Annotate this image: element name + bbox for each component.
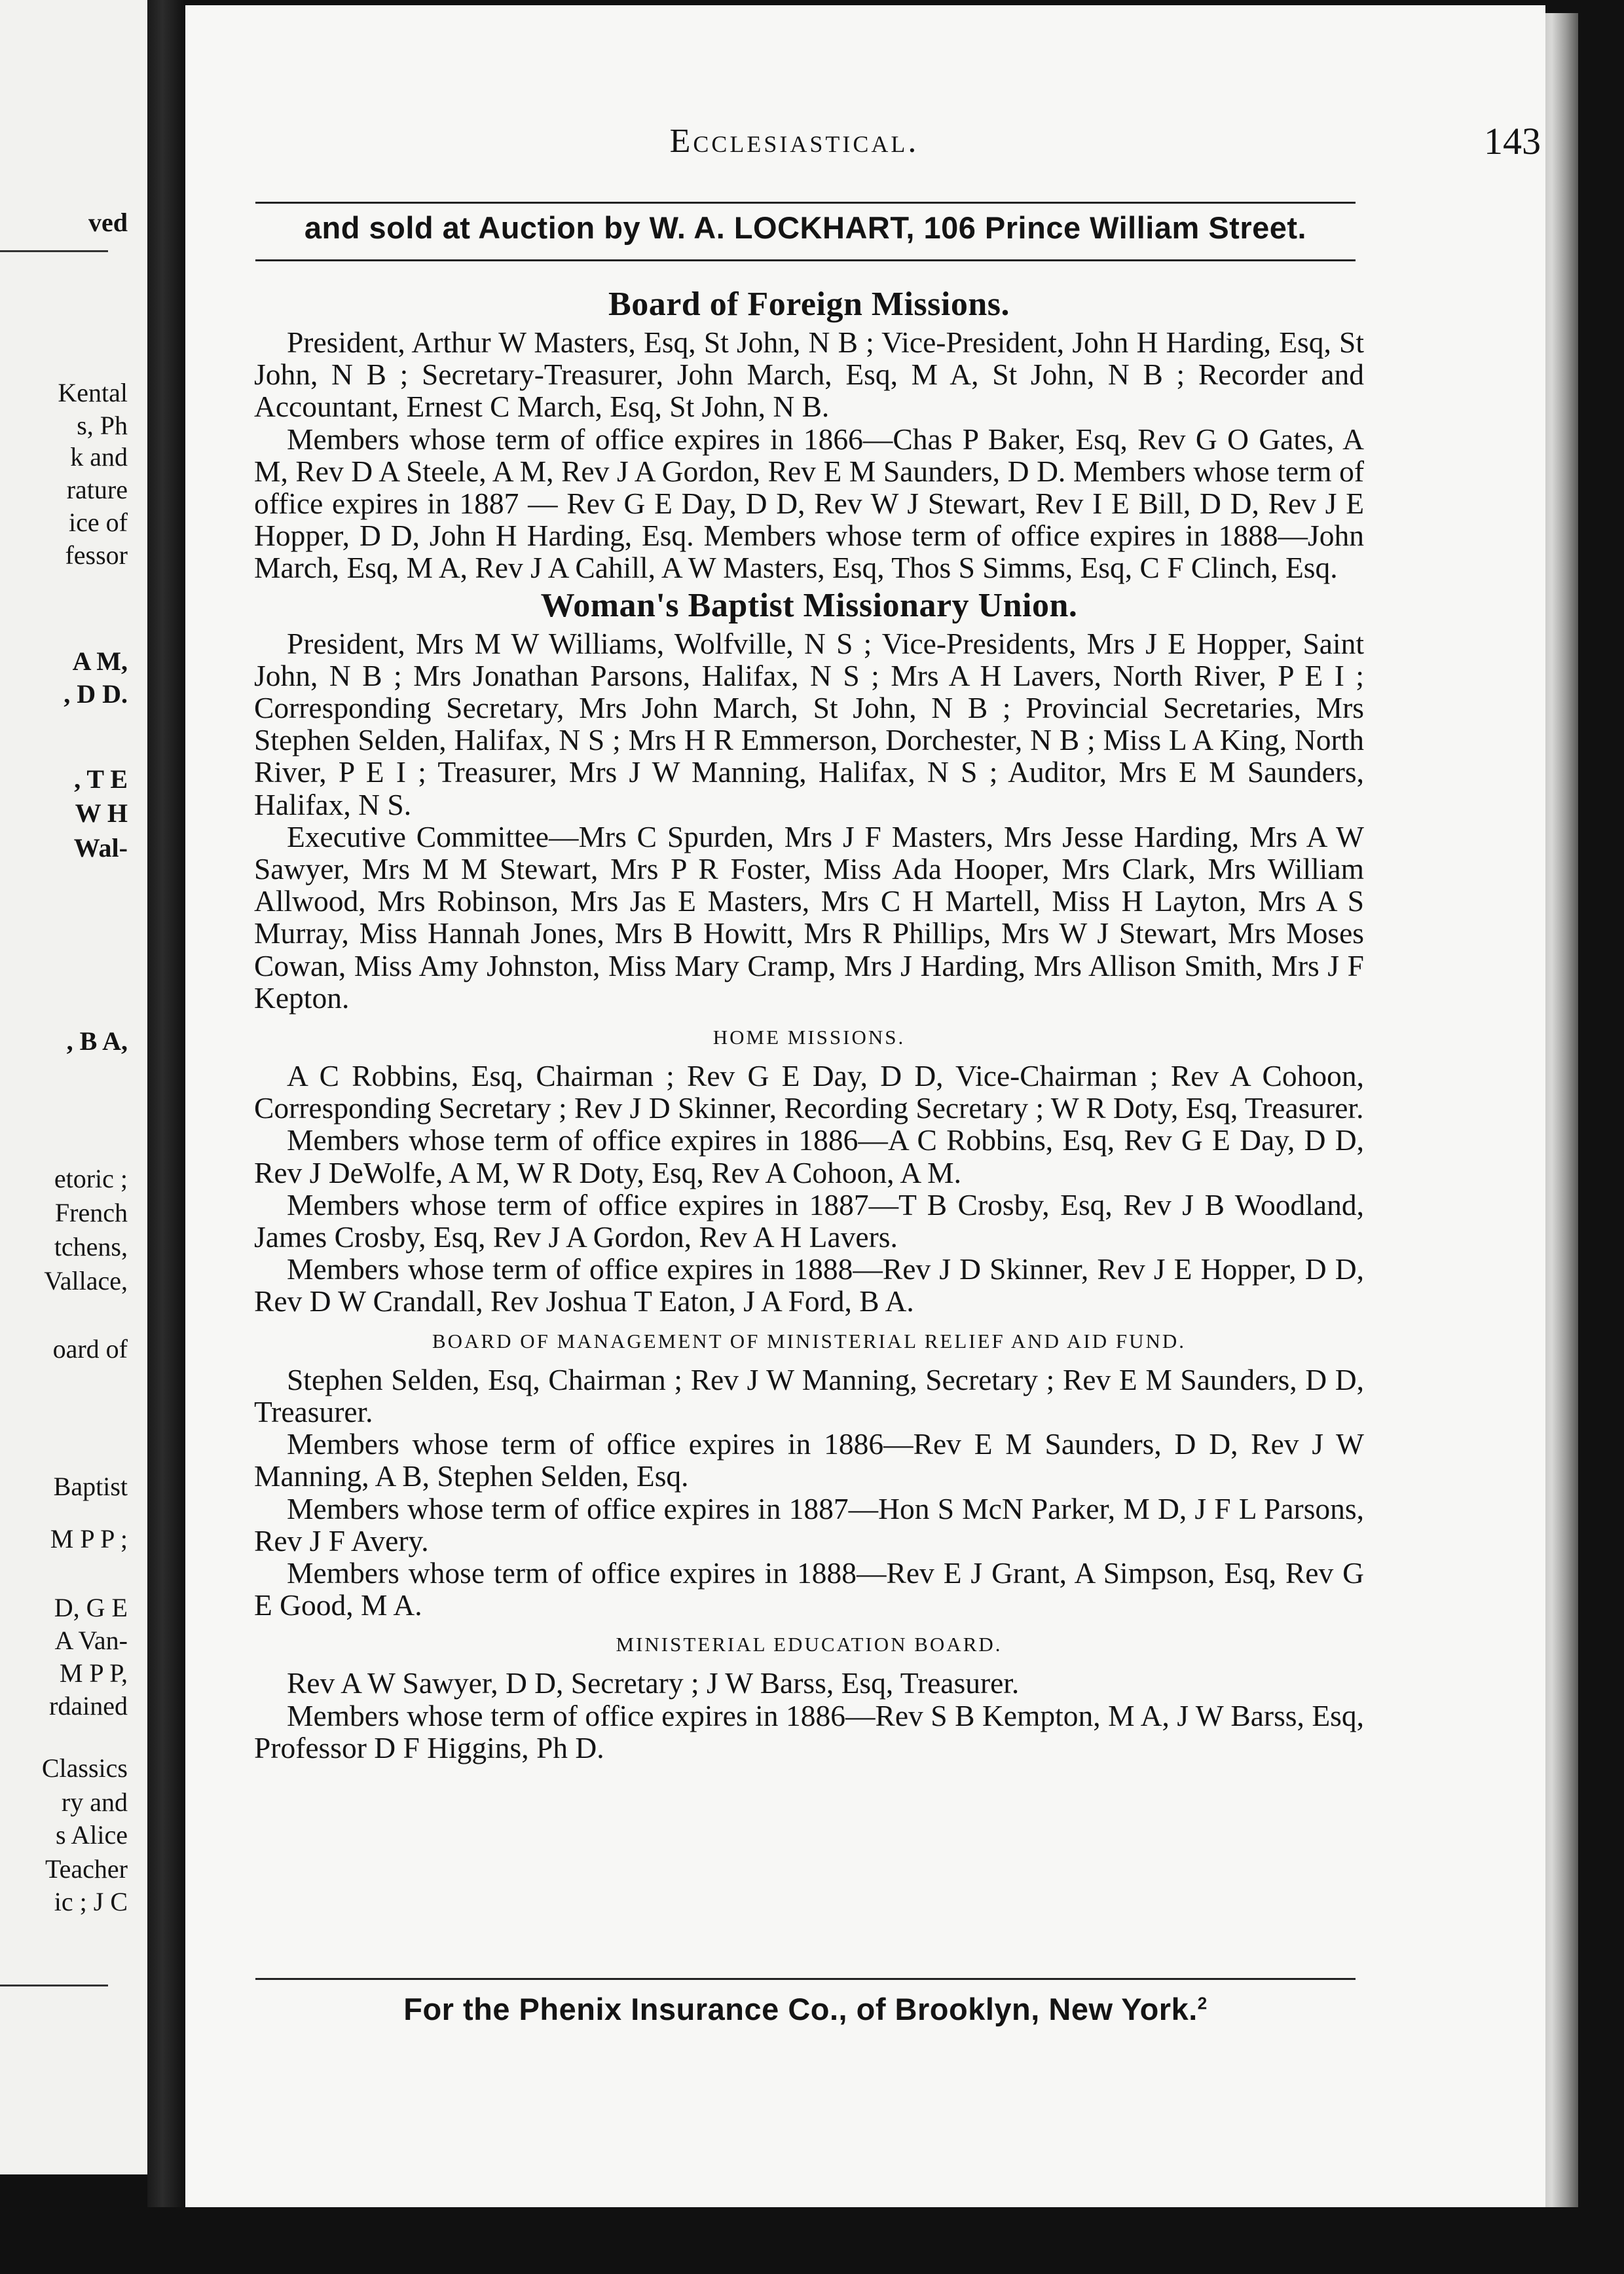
facing-page-line: , T E	[74, 764, 128, 794]
facing-page-line: A Van-	[54, 1626, 128, 1655]
facing-page-line: s Alice	[56, 1820, 128, 1850]
bottom-advert-banner	[255, 1991, 1356, 2027]
paragraph: Members whose term of office expires in 1888—Rev E J Grant, A Simpson, Esq, Rev G E Good, M A.	[254, 1556, 1364, 1622]
section-heading-womans-union: Woman's Baptist Missionary Union.	[540, 586, 1078, 624]
paragraph: Members whose term of office expires in 1886—Rev S B Kempton, M A, J W Barss, Esq, Professor D F Higgins, Ph D.	[254, 1698, 1364, 1764]
facing-page-line: k and	[70, 442, 128, 472]
section-heading-foreign-missions: Board of Foreign Missions.	[608, 286, 1010, 323]
paragraph: Members whose term of office expires in 1887—Hon S McN Parker, M D, J F L Parsons, Rev J F Avery.	[254, 1491, 1364, 1557]
paragraph: Rev A W Sawyer, D D, Secretary ; J W Barss, Esq, Treasurer.	[287, 1666, 1020, 1700]
facing-page-line: French	[54, 1198, 128, 1227]
facing-page-line: W H	[75, 798, 128, 828]
running-head: Ecclesiastical.	[669, 122, 919, 160]
facing-page-line: rature	[66, 475, 128, 504]
facing-page-line: ved	[88, 208, 128, 237]
paragraph: Members whose term of office expires in 1886—Rev E M Saunders, D D, Rev J W Manning, A B, Stephen Selden, Esq.	[254, 1427, 1364, 1493]
signature-mark: 2	[1197, 1993, 1208, 2013]
section-heading-relief-fund: BOARD OF MANAGEMENT OF MINISTERIAL RELIEF AND AID FUND.	[432, 1329, 1186, 1352]
paragraph: Members whose term of office expires in 1886—A C Robbins, Esq, Rev G E Day, D D, Rev J DeWolfe, A M, W R Doty, Esq, Rev A Cohoon, A M.	[254, 1123, 1364, 1189]
book-gutter	[147, 0, 185, 2207]
facing-page-line: Classics	[41, 1753, 128, 1783]
book-page	[185, 5, 1545, 2207]
paragraph: Stephen Selden, Esq, Chairman ; Rev J W Manning, Secretary ; Rev E M Saunders, D D, Treasurer.	[254, 1362, 1364, 1428]
section-heading-home-missions: HOME MISSIONS.	[712, 1026, 906, 1049]
facing-page-line: Vallace,	[44, 1266, 128, 1295]
paragraph: President, Mrs M W Williams, Wolfville, N S ; Vice-Presidents, Mrs J E Hopper, Saint John, N B ; Mrs Jonathan Parsons, Halifax, N S ; Mrs A H Lavers, North River, P E I ; Corresponding Secretary, Mrs John March, St John, N B ; Provincial Secretaries, Mrs Stephen Selden, Halifax, N S ; Mrs H R Emmerson, Dorchester, N B ; Miss L A King, North River, P E I ; Treasurer, Mrs J W Manning, Halifax, N S ; Auditor, Mrs E M Saunders, Halifax, N S.	[254, 626, 1364, 821]
paragraph: Executive Committee—Mrs C Spurden, Mrs J F Masters, Mrs Jesse Harding, Mrs A W Sawyer, Mrs M M Stewart, Mrs P R Foster, Miss Ada Hooper, Mrs Clark, Mrs William Allwood, Mrs Robinson, Mrs Jas E Masters, Mrs C H Martell, Miss H Layton, Mrs A S Murray, Miss Hannah Jones, Mrs B Howitt, Mrs R Phillips, Mrs W J Stewart, Mrs Moses Cowan, Miss Amy Johnston, Miss Mary Cramp, Mrs J Harding, Mrs Allison Smith, Mrs J F Kepton.	[254, 819, 1364, 1015]
facing-page-line: , D D.	[64, 679, 128, 709]
facing-page-line: A M,	[72, 646, 128, 676]
paragraph: Members whose term of office expires in 1887—T B Crosby, Esq, Rev J B Woodland, James Crosby, Esq, Rev J A Gordon, Rev A H Lavers.	[254, 1187, 1364, 1254]
facing-page-line: rdained	[49, 1691, 128, 1721]
facing-page-line: ry and	[61, 1787, 128, 1817]
banner-rule	[255, 259, 1356, 261]
facing-page-line: ic ; J C	[54, 1887, 128, 1916]
paragraph: Members whose term of office expires in 1866—Chas P Baker, Esq, Rev G O Gates, A M, Rev D A Steele, A M, Rev J A Gordon, Rev E M Saunders, D D. Members whose term of office expires in 1887 — Rev G E Day, D D, Rev W J Stewart, Rev I E Bill, D D, Rev J E Hopper, D D, John H Harding, Esq. Members whose term of office expires in 1888—John March, Esq, M A, Rev J A Cahill, A W Masters, Esq, Thos S Simms, Esq, C F Clinch, Esq.	[254, 422, 1364, 585]
facing-page-line: Teacher	[45, 1854, 128, 1884]
bottom-rule	[255, 1978, 1356, 1980]
facing-page-line: tchens,	[54, 1232, 128, 1261]
section-heading-education-board: MINISTERIAL EDUCATION BOARD.	[616, 1633, 1003, 1656]
facing-page-rule	[0, 1985, 108, 1986]
facing-page-line: D, G E	[54, 1593, 128, 1622]
facing-page-line: M P P,	[59, 1658, 128, 1688]
top-rule	[255, 202, 1356, 204]
facing-page-line: s, Ph	[77, 411, 128, 440]
top-advert-banner: and sold at Auction by W. A. LOCKHART, 106 Prince William Street.	[304, 210, 1307, 245]
paragraph: President, Arthur W Masters, Esq, St John, N B ; Vice-President, John H Harding, Esq, St John, N B ; Secretary-Treasurer, John March, Esq, M A, St John, N B ; Recorder and Accountant, Ernest C March, Esq, St John, N B.	[254, 326, 1364, 424]
main-text-column	[254, 283, 1364, 1764]
facing-page-line: etoric ;	[54, 1164, 128, 1193]
facing-page-line: Baptist	[53, 1472, 128, 1501]
facing-page-line: M P P ;	[50, 1524, 128, 1554]
facing-page-line: Kental	[58, 378, 128, 407]
paragraph: Members whose term of office expires in 1888—Rev J D Skinner, Rev J E Hopper, D D, Rev D W Crandall, Rev Joshua T Eaton, J A Ford, B A.	[254, 1252, 1364, 1318]
bottom-banner-text: For the Phenix Insurance Co., of Brooklyn, New York.	[403, 1992, 1198, 2026]
facing-page-line: oard of	[52, 1334, 128, 1364]
paragraph: A C Robbins, Esq, Chairman ; Rev G E Day, D D, Vice-Chairman ; Rev A Cohoon, Corresponding Secretary ; Rev J D Skinner, Recording Secretary ; W R Doty, Esq, Treasurer.	[254, 1059, 1364, 1125]
facing-page-line: , B A,	[66, 1026, 128, 1056]
facing-page-line: ice of	[69, 508, 128, 537]
facing-page-line: Wal-	[73, 833, 128, 863]
page-number: 143	[1484, 120, 1541, 162]
facing-page-rule	[0, 250, 108, 252]
facing-page-fragment	[0, 0, 147, 2174]
facing-page-line: fessor	[65, 540, 128, 570]
